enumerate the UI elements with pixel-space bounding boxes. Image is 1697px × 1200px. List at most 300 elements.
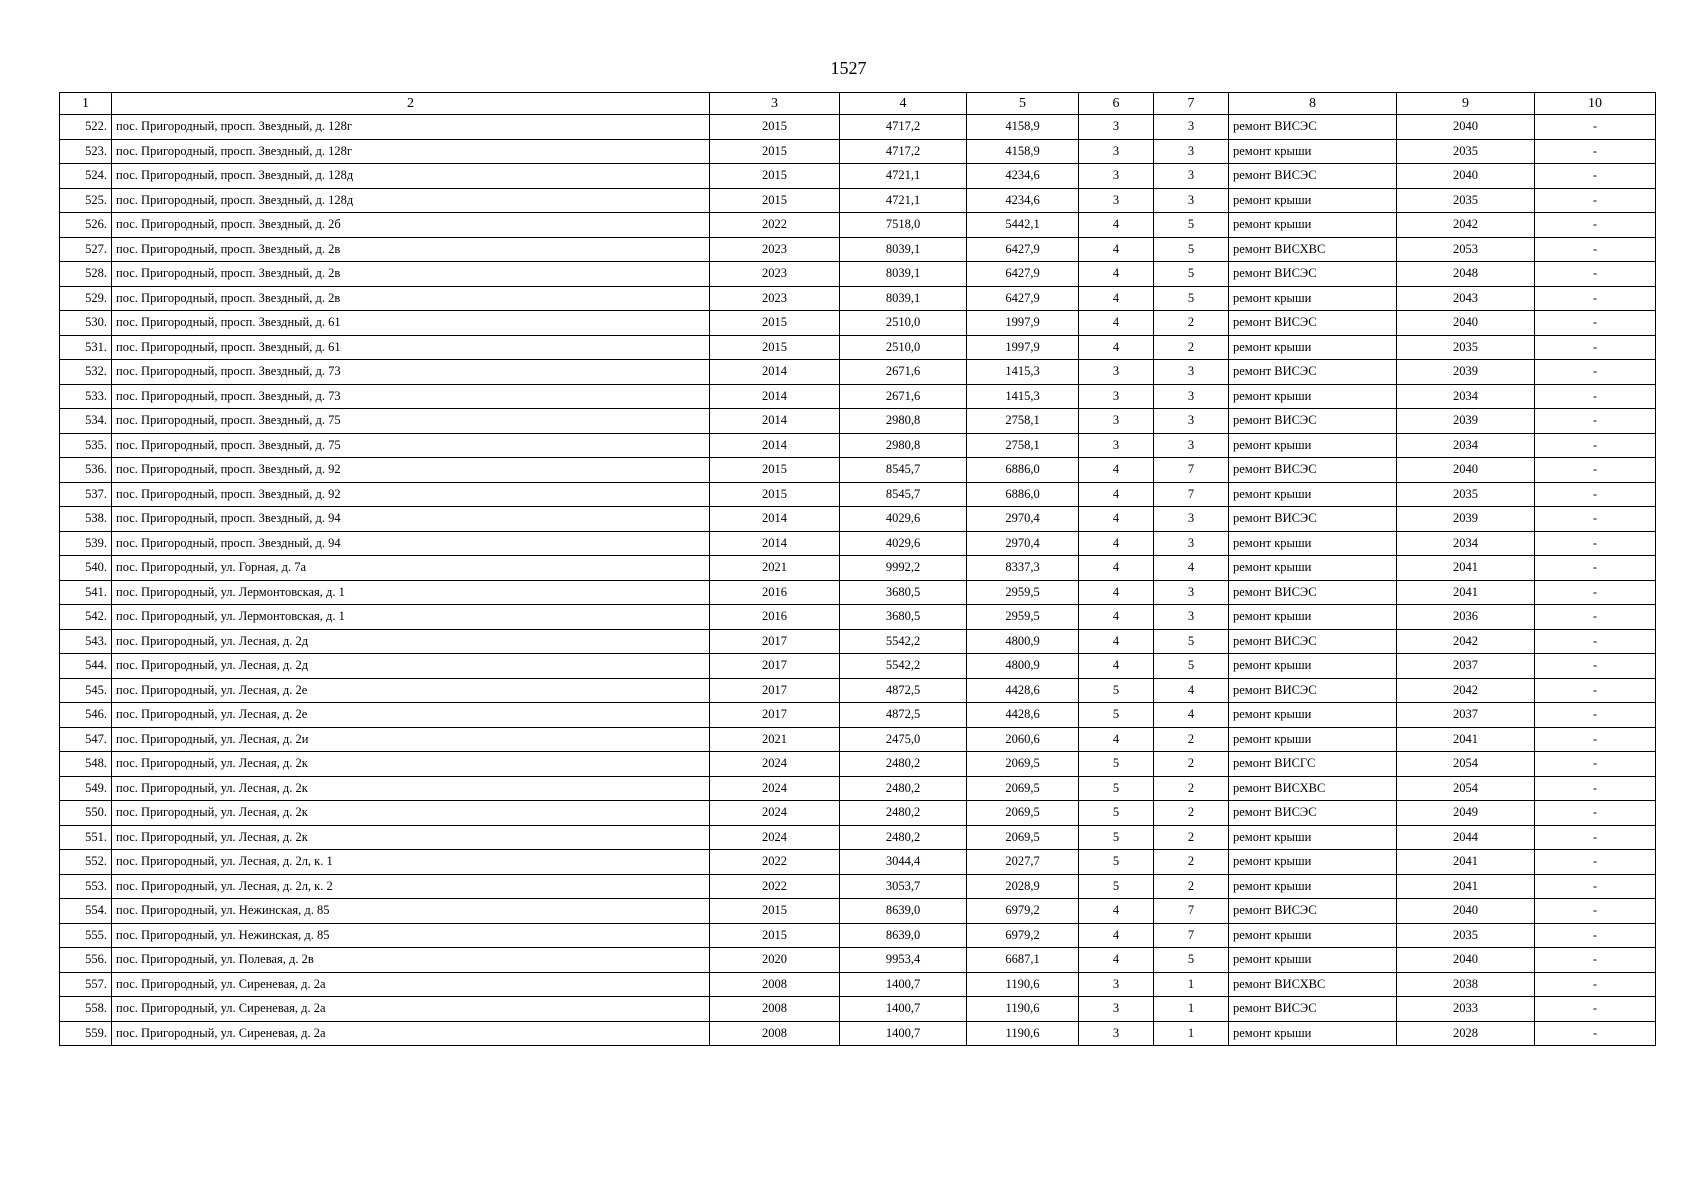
work-type-cell: ремонт ВИСХВС (1229, 972, 1397, 997)
note-cell: - (1535, 311, 1656, 336)
entrances-cell: 7 (1154, 923, 1229, 948)
living-area-cell: 1415,3 (967, 384, 1079, 409)
planned-year-cell: 2028 (1397, 1021, 1535, 1046)
address-cell: пос. Пригородный, ул. Лесная, д. 2к (112, 825, 710, 850)
total-area-cell: 8639,0 (840, 899, 967, 924)
table-row (60, 776, 1656, 801)
header-row (60, 93, 1656, 115)
note-cell: - (1535, 727, 1656, 752)
row-number-cell: 545. (60, 678, 112, 703)
planned-year-cell: 2035 (1397, 482, 1535, 507)
living-area-cell: 6886,0 (967, 458, 1079, 483)
year-cell: 2022 (710, 213, 840, 238)
living-area-cell: 6886,0 (967, 482, 1079, 507)
address-cell: пос. Пригородный, ул. Сиреневая, д. 2а (112, 997, 710, 1022)
row-number-cell: 554. (60, 899, 112, 924)
floors-cell: 4 (1079, 335, 1154, 360)
total-area-cell: 4029,6 (840, 507, 967, 532)
living-area-cell: 1190,6 (967, 1021, 1079, 1046)
work-type-cell: ремонт ВИСЭС (1229, 629, 1397, 654)
table-row (60, 997, 1656, 1022)
total-area-cell: 2510,0 (840, 335, 967, 360)
total-area-cell: 4721,1 (840, 188, 967, 213)
note-cell: - (1535, 409, 1656, 434)
floors-cell: 4 (1079, 237, 1154, 262)
planned-year-cell: 2041 (1397, 874, 1535, 899)
total-area-cell: 9953,4 (840, 948, 967, 973)
floors-cell: 5 (1079, 825, 1154, 850)
column-header-5: 5 (967, 93, 1079, 115)
year-cell: 2021 (710, 556, 840, 581)
planned-year-cell: 2034 (1397, 531, 1535, 556)
work-type-cell: ремонт крыши (1229, 335, 1397, 360)
total-area-cell: 8039,1 (840, 237, 967, 262)
note-cell: - (1535, 923, 1656, 948)
living-area-cell: 1190,6 (967, 997, 1079, 1022)
living-area-cell: 2027,7 (967, 850, 1079, 875)
work-type-cell: ремонт крыши (1229, 948, 1397, 973)
row-number-cell: 540. (60, 556, 112, 581)
work-type-cell: ремонт ВИСЭС (1229, 678, 1397, 703)
address-cell: пос. Пригородный, просп. Звездный, д. 128д (112, 188, 710, 213)
row-number-cell: 546. (60, 703, 112, 728)
row-number-cell: 531. (60, 335, 112, 360)
year-cell: 2015 (710, 458, 840, 483)
entrances-cell: 7 (1154, 458, 1229, 483)
note-cell: - (1535, 899, 1656, 924)
floors-cell: 3 (1079, 409, 1154, 434)
address-cell: пос. Пригородный, ул. Сиреневая, д. 2а (112, 972, 710, 997)
note-cell: - (1535, 286, 1656, 311)
entrances-cell: 5 (1154, 948, 1229, 973)
entrances-cell: 3 (1154, 605, 1229, 630)
floors-cell: 4 (1079, 507, 1154, 532)
table-row (60, 482, 1656, 507)
note-cell: - (1535, 164, 1656, 189)
living-area-cell: 1415,3 (967, 360, 1079, 385)
table-row (60, 458, 1656, 483)
floors-cell: 5 (1079, 678, 1154, 703)
floors-cell: 4 (1079, 727, 1154, 752)
total-area-cell: 8039,1 (840, 286, 967, 311)
table-row (60, 507, 1656, 532)
living-area-cell: 4428,6 (967, 703, 1079, 728)
floors-cell: 3 (1079, 972, 1154, 997)
entrances-cell: 3 (1154, 384, 1229, 409)
planned-year-cell: 2035 (1397, 188, 1535, 213)
table-row (60, 237, 1656, 262)
floors-cell: 3 (1079, 188, 1154, 213)
address-cell: пос. Пригородный, просп. Звездный, д. 73 (112, 384, 710, 409)
row-number-cell: 527. (60, 237, 112, 262)
address-cell: пос. Пригородный, ул. Лесная, д. 2л, к. 2 (112, 874, 710, 899)
planned-year-cell: 2041 (1397, 727, 1535, 752)
work-type-cell: ремонт крыши (1229, 384, 1397, 409)
living-area-cell: 2959,5 (967, 605, 1079, 630)
living-area-cell: 2758,1 (967, 433, 1079, 458)
entrances-cell: 1 (1154, 997, 1229, 1022)
table-row (60, 262, 1656, 287)
table-row (60, 286, 1656, 311)
floors-cell: 5 (1079, 703, 1154, 728)
table-row (60, 752, 1656, 777)
year-cell: 2024 (710, 801, 840, 826)
work-type-cell: ремонт крыши (1229, 654, 1397, 679)
total-area-cell: 1400,7 (840, 1021, 967, 1046)
total-area-cell: 2480,2 (840, 776, 967, 801)
planned-year-cell: 2036 (1397, 605, 1535, 630)
note-cell: - (1535, 360, 1656, 385)
table-row (60, 801, 1656, 826)
note-cell: - (1535, 850, 1656, 875)
year-cell: 2021 (710, 727, 840, 752)
work-type-cell: ремонт ВИСЭС (1229, 801, 1397, 826)
entrances-cell: 5 (1154, 654, 1229, 679)
living-area-cell: 1997,9 (967, 311, 1079, 336)
address-cell: пос. Пригородный, ул. Лесная, д. 2д (112, 629, 710, 654)
total-area-cell: 1400,7 (840, 997, 967, 1022)
floors-cell: 4 (1079, 262, 1154, 287)
total-area-cell: 2480,2 (840, 801, 967, 826)
page-number: 1527 (830, 58, 867, 78)
note-cell: - (1535, 972, 1656, 997)
address-cell: пос. Пригородный, просп. Звездный, д. 2б (112, 213, 710, 238)
living-area-cell: 2028,9 (967, 874, 1079, 899)
living-area-cell: 6427,9 (967, 262, 1079, 287)
floors-cell: 4 (1079, 923, 1154, 948)
entrances-cell: 2 (1154, 801, 1229, 826)
address-cell: пос. Пригородный, ул. Лесная, д. 2д (112, 654, 710, 679)
note-cell: - (1535, 580, 1656, 605)
floors-cell: 3 (1079, 433, 1154, 458)
planned-year-cell: 2035 (1397, 139, 1535, 164)
planned-year-cell: 2034 (1397, 384, 1535, 409)
planned-year-cell: 2054 (1397, 776, 1535, 801)
total-area-cell: 4872,5 (840, 703, 967, 728)
year-cell: 2014 (710, 507, 840, 532)
address-cell: пос. Пригородный, ул. Лесная, д. 2и (112, 727, 710, 752)
entrances-cell: 2 (1154, 874, 1229, 899)
table-row (60, 409, 1656, 434)
address-cell: пос. Пригородный, просп. Звездный, д. 61 (112, 311, 710, 336)
living-area-cell: 4234,6 (967, 164, 1079, 189)
address-cell: пос. Пригородный, ул. Лермонтовская, д. 1 (112, 580, 710, 605)
note-cell: - (1535, 997, 1656, 1022)
living-area-cell: 2069,5 (967, 825, 1079, 850)
note-cell: - (1535, 237, 1656, 262)
total-area-cell: 2480,2 (840, 825, 967, 850)
floors-cell: 4 (1079, 482, 1154, 507)
note-cell: - (1535, 458, 1656, 483)
work-type-cell: ремонт крыши (1229, 139, 1397, 164)
column-header-2: 2 (112, 93, 710, 115)
year-cell: 2024 (710, 752, 840, 777)
note-cell: - (1535, 605, 1656, 630)
total-area-cell: 2510,0 (840, 311, 967, 336)
total-area-cell: 3680,5 (840, 580, 967, 605)
table-row (60, 164, 1656, 189)
entrances-cell: 5 (1154, 237, 1229, 262)
year-cell: 2015 (710, 188, 840, 213)
table-row (60, 972, 1656, 997)
work-type-cell: ремонт крыши (1229, 703, 1397, 728)
entrances-cell: 4 (1154, 703, 1229, 728)
floors-cell: 4 (1079, 286, 1154, 311)
planned-year-cell: 2035 (1397, 923, 1535, 948)
total-area-cell: 3044,4 (840, 850, 967, 875)
year-cell: 2008 (710, 972, 840, 997)
note-cell: - (1535, 629, 1656, 654)
row-number-cell: 541. (60, 580, 112, 605)
year-cell: 2014 (710, 384, 840, 409)
year-cell: 2014 (710, 433, 840, 458)
work-type-cell: ремонт ВИСЭС (1229, 580, 1397, 605)
table-row (60, 605, 1656, 630)
floors-cell: 3 (1079, 115, 1154, 140)
living-area-cell: 6979,2 (967, 899, 1079, 924)
entrances-cell: 2 (1154, 776, 1229, 801)
floors-cell: 5 (1079, 850, 1154, 875)
living-area-cell: 4234,6 (967, 188, 1079, 213)
floors-cell: 5 (1079, 874, 1154, 899)
planned-year-cell: 2040 (1397, 164, 1535, 189)
planned-year-cell: 2035 (1397, 335, 1535, 360)
total-area-cell: 1400,7 (840, 972, 967, 997)
planned-year-cell: 2053 (1397, 237, 1535, 262)
planned-year-cell: 2041 (1397, 556, 1535, 581)
row-number-cell: 523. (60, 139, 112, 164)
address-cell: пос. Пригородный, ул. Сиреневая, д. 2а (112, 1021, 710, 1046)
year-cell: 2015 (710, 311, 840, 336)
planned-year-cell: 2041 (1397, 850, 1535, 875)
row-number-cell: 522. (60, 115, 112, 140)
row-number-cell: 538. (60, 507, 112, 532)
work-type-cell: ремонт крыши (1229, 213, 1397, 238)
total-area-cell: 8545,7 (840, 482, 967, 507)
work-type-cell: ремонт ВИСГС (1229, 752, 1397, 777)
total-area-cell: 8639,0 (840, 923, 967, 948)
year-cell: 2015 (710, 335, 840, 360)
year-cell: 2020 (710, 948, 840, 973)
planned-year-cell: 2034 (1397, 433, 1535, 458)
floors-cell: 5 (1079, 801, 1154, 826)
year-cell: 2014 (710, 531, 840, 556)
address-cell: пос. Пригородный, ул. Лермонтовская, д. 1 (112, 605, 710, 630)
row-number-cell: 542. (60, 605, 112, 630)
work-type-cell: ремонт ВИСЭС (1229, 997, 1397, 1022)
row-number-cell: 556. (60, 948, 112, 973)
planned-year-cell: 2048 (1397, 262, 1535, 287)
table-row (60, 311, 1656, 336)
column-header-7: 7 (1154, 93, 1229, 115)
entrances-cell: 2 (1154, 825, 1229, 850)
planned-year-cell: 2040 (1397, 899, 1535, 924)
planned-year-cell: 2040 (1397, 948, 1535, 973)
year-cell: 2016 (710, 580, 840, 605)
row-number-cell: 528. (60, 262, 112, 287)
work-type-cell: ремонт крыши (1229, 874, 1397, 899)
row-number-cell: 552. (60, 850, 112, 875)
work-type-cell: ремонт ВИСЭС (1229, 262, 1397, 287)
row-number-cell: 529. (60, 286, 112, 311)
note-cell: - (1535, 654, 1656, 679)
table-row (60, 188, 1656, 213)
address-cell: пос. Пригородный, просп. Звездный, д. 128д (112, 164, 710, 189)
row-number-cell: 534. (60, 409, 112, 434)
total-area-cell: 4721,1 (840, 164, 967, 189)
entrances-cell: 2 (1154, 335, 1229, 360)
living-area-cell: 1997,9 (967, 335, 1079, 360)
table-row (60, 678, 1656, 703)
note-cell: - (1535, 384, 1656, 409)
entrances-cell: 3 (1154, 139, 1229, 164)
year-cell: 2017 (710, 703, 840, 728)
living-area-cell: 6427,9 (967, 286, 1079, 311)
planned-year-cell: 2040 (1397, 458, 1535, 483)
note-cell: - (1535, 115, 1656, 140)
work-type-cell: ремонт ВИСЭС (1229, 409, 1397, 434)
note-cell: - (1535, 801, 1656, 826)
address-cell: пос. Пригородный, ул. Нежинская, д. 85 (112, 923, 710, 948)
total-area-cell: 2480,2 (840, 752, 967, 777)
year-cell: 2017 (710, 629, 840, 654)
total-area-cell: 5542,2 (840, 629, 967, 654)
note-cell: - (1535, 213, 1656, 238)
year-cell: 2016 (710, 605, 840, 630)
address-cell: пос. Пригородный, просп. Звездный, д. 2в (112, 262, 710, 287)
year-cell: 2023 (710, 262, 840, 287)
note-cell: - (1535, 262, 1656, 287)
planned-year-cell: 2042 (1397, 213, 1535, 238)
year-cell: 2023 (710, 286, 840, 311)
address-cell: пос. Пригородный, ул. Лесная, д. 2к (112, 776, 710, 801)
floors-cell: 4 (1079, 556, 1154, 581)
work-type-cell: ремонт крыши (1229, 556, 1397, 581)
work-type-cell: ремонт крыши (1229, 727, 1397, 752)
planned-year-cell: 2039 (1397, 409, 1535, 434)
row-number-cell: 557. (60, 972, 112, 997)
total-area-cell: 7518,0 (840, 213, 967, 238)
year-cell: 2014 (710, 409, 840, 434)
table-row (60, 213, 1656, 238)
row-number-cell: 553. (60, 874, 112, 899)
note-cell: - (1535, 335, 1656, 360)
row-number-cell: 555. (60, 923, 112, 948)
work-type-cell: ремонт крыши (1229, 482, 1397, 507)
entrances-cell: 3 (1154, 115, 1229, 140)
address-cell: пос. Пригородный, просп. Звездный, д. 73 (112, 360, 710, 385)
floors-cell: 3 (1079, 1021, 1154, 1046)
address-cell: пос. Пригородный, ул. Лесная, д. 2л, к. 1 (112, 850, 710, 875)
column-header-8: 8 (1229, 93, 1397, 115)
table-row (60, 580, 1656, 605)
planned-year-cell: 2039 (1397, 507, 1535, 532)
note-cell: - (1535, 507, 1656, 532)
work-type-cell: ремонт крыши (1229, 531, 1397, 556)
year-cell: 2015 (710, 139, 840, 164)
row-number-cell: 532. (60, 360, 112, 385)
planned-year-cell: 2040 (1397, 115, 1535, 140)
address-cell: пос. Пригородный, ул. Горная, д. 7а (112, 556, 710, 581)
address-cell: пос. Пригородный, просп. Звездный, д. 94 (112, 531, 710, 556)
address-cell: пос. Пригородный, просп. Звездный, д. 92 (112, 458, 710, 483)
work-type-cell: ремонт ВИСЭС (1229, 164, 1397, 189)
work-type-cell: ремонт крыши (1229, 188, 1397, 213)
floors-cell: 4 (1079, 531, 1154, 556)
floors-cell: 5 (1079, 776, 1154, 801)
total-area-cell: 4717,2 (840, 115, 967, 140)
total-area-cell: 4717,2 (840, 139, 967, 164)
year-cell: 2017 (710, 654, 840, 679)
living-area-cell: 4158,9 (967, 139, 1079, 164)
work-type-cell: ремонт крыши (1229, 1021, 1397, 1046)
floors-cell: 4 (1079, 311, 1154, 336)
table-row (60, 335, 1656, 360)
note-cell: - (1535, 188, 1656, 213)
table-row (60, 727, 1656, 752)
table-row (60, 825, 1656, 850)
table-row (60, 433, 1656, 458)
entrances-cell: 3 (1154, 188, 1229, 213)
address-cell: пос. Пригородный, ул. Лесная, д. 2к (112, 752, 710, 777)
year-cell: 2022 (710, 850, 840, 875)
address-cell: пос. Пригородный, просп. Звездный, д. 2в (112, 237, 710, 262)
table-row (60, 850, 1656, 875)
work-type-cell: ремонт ВИСЭС (1229, 311, 1397, 336)
floors-cell: 3 (1079, 164, 1154, 189)
living-area-cell: 2758,1 (967, 409, 1079, 434)
work-type-cell: ремонт крыши (1229, 286, 1397, 311)
row-number-cell: 524. (60, 164, 112, 189)
floors-cell: 3 (1079, 384, 1154, 409)
living-area-cell: 6687,1 (967, 948, 1079, 973)
row-number-cell: 536. (60, 458, 112, 483)
floors-cell: 3 (1079, 360, 1154, 385)
year-cell: 2015 (710, 115, 840, 140)
column-header-1: 1 (60, 93, 112, 115)
living-area-cell: 2069,5 (967, 801, 1079, 826)
year-cell: 2022 (710, 874, 840, 899)
planned-year-cell: 2041 (1397, 580, 1535, 605)
address-cell: пос. Пригородный, просп. Звездный, д. 75 (112, 409, 710, 434)
work-type-cell: ремонт ВИСХВС (1229, 237, 1397, 262)
note-cell: - (1535, 678, 1656, 703)
row-number-cell: 530. (60, 311, 112, 336)
address-cell: пос. Пригородный, просп. Звездный, д. 94 (112, 507, 710, 532)
floors-cell: 4 (1079, 580, 1154, 605)
planned-year-cell: 2040 (1397, 311, 1535, 336)
address-cell: пос. Пригородный, просп. Звездный, д. 92 (112, 482, 710, 507)
row-number-cell: 535. (60, 433, 112, 458)
floors-cell: 3 (1079, 997, 1154, 1022)
floors-cell: 4 (1079, 629, 1154, 654)
address-cell: пос. Пригородный, просп. Звездный, д. 128г (112, 115, 710, 140)
entrances-cell: 5 (1154, 213, 1229, 238)
note-cell: - (1535, 703, 1656, 728)
row-number-cell: 543. (60, 629, 112, 654)
total-area-cell: 2980,8 (840, 409, 967, 434)
row-number-cell: 525. (60, 188, 112, 213)
note-cell: - (1535, 556, 1656, 581)
note-cell: - (1535, 752, 1656, 777)
row-number-cell: 559. (60, 1021, 112, 1046)
entrances-cell: 3 (1154, 164, 1229, 189)
total-area-cell: 4872,5 (840, 678, 967, 703)
year-cell: 2014 (710, 360, 840, 385)
entrances-cell: 5 (1154, 262, 1229, 287)
work-type-cell: ремонт крыши (1229, 850, 1397, 875)
address-cell: пос. Пригородный, ул. Лесная, д. 2е (112, 678, 710, 703)
